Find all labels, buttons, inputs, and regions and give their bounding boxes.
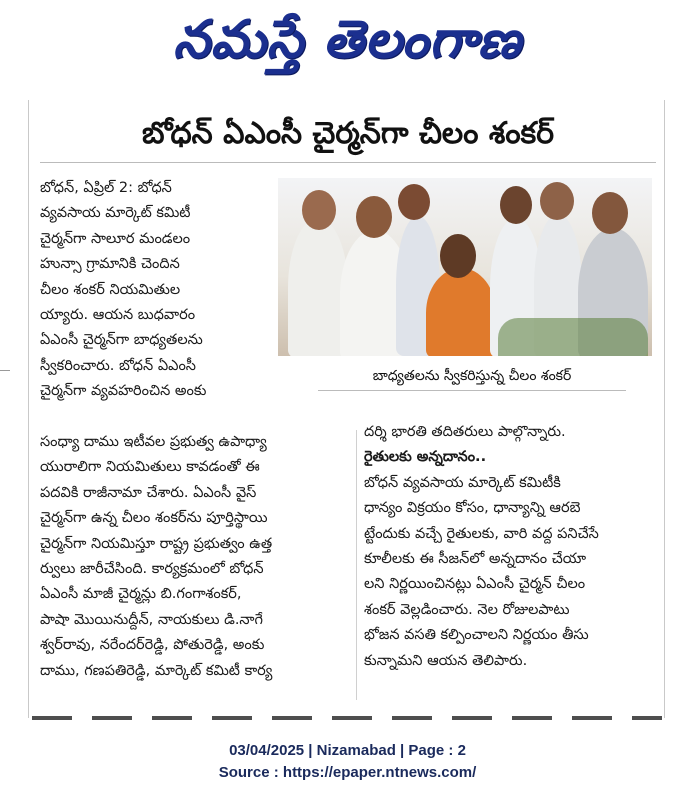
article-photo (278, 178, 652, 356)
adjacent-article-fragment-left (0, 100, 22, 720)
article-text-line: ధాన్యం విక్రయం కోసం, ధాన్యాన్ని ఆరబె (364, 500, 581, 517)
article-text-line: కూలీలకు ఈ సీజన్‌లో అన్నదానం చేయా (364, 550, 587, 567)
article-text-line: చైర్మన్‌గా వ్యవహరించిన అంకు (40, 383, 207, 400)
article-text-line: చైర్మన్‌గా సాలూర మండలం (40, 230, 191, 247)
column-divider (356, 430, 357, 700)
article-text-line: ట్టేందుకు వచ్చే రైతులకు, వారి వద్ద పనిచేసే (364, 525, 599, 542)
photo-seated-chairman (426, 268, 496, 356)
article-text-line: కున్నామని ఆయన తెలిపారు. (364, 652, 528, 669)
article-text-line: బోధన్ వ్యవసాయ మార్కెట్ కమిటీకి (364, 474, 561, 491)
article-text-line: చైర్మన్‌గా నియమిస్తూ రాష్ట్ర ప్రభుత్వం ఉత్త (40, 535, 273, 552)
article-text-line: శ్వర్‌రావు, నరేందర్‌రెడ్డి, పోతురెడ్డి, అంకు (40, 637, 265, 654)
article-headline: బోధన్ ఏఎంసీ చైర్మన్‌గా చీలం శంకర్ (141, 116, 555, 151)
photo-figure (288, 218, 348, 356)
article-column-left-bottom (40, 430, 348, 684)
article-text-line: చీలం శంకర్ నియమితుల (40, 281, 181, 298)
source-link[interactable]: Source : https://epaper.ntnews.com/ (218, 764, 477, 781)
article-text-line: బోధన్, ఏప్రిల్ 2: బోధన్ (40, 180, 172, 196)
article-text-line: దాము, గణపతిరెడ్డి, మార్కెట్ కమిటీ కార్య (40, 662, 273, 679)
edition-info: 03/04/2025 | Nizamabad | Page : 2 (229, 742, 466, 759)
article-text-line: వ్యవసాయ మార్కెట్ కమిటీ (40, 205, 191, 222)
next-article-clipped-heading (32, 716, 662, 720)
article-text-line: పాషా మొయినుద్దీన్, నాయకులు డి.నాగే (40, 611, 263, 628)
article-text-line: ర్వులు జారీచేసింది. కార్యక్రమంలో బోధన్ (40, 560, 264, 577)
article-text-line: ఏఎంసీ చైర్మన్‌గా బాధ్యతలను (40, 332, 203, 349)
newspaper-logo: నమస్తే తెలంగాణ (173, 9, 522, 70)
photo-flowers (498, 318, 648, 356)
article-text-line: చైర్మన్‌గా ఉన్న చీలం శంకర్‌ను పూర్తిస్థాయి (40, 510, 268, 527)
article-text-line: లని నిర్ణయించినట్లు ఏఎంసీ చైర్మన్ చీలం (364, 576, 586, 593)
masthead (0, 0, 695, 92)
article-text-line: శంకర్ వెల్లడించారు. నెల రోజులపాటు (364, 601, 570, 618)
article-text-line: దర్శి భారతి తదితరులు పాల్గొన్నారు. (364, 424, 566, 440)
article-column-left-top (40, 176, 272, 405)
page-frame-left (28, 100, 29, 718)
article-subheading: రైతులకు అన్నదానం.. (364, 449, 487, 466)
article-column-right (364, 420, 656, 674)
article-text-line: యురాలిగా నియమితులు కావడంతో ఈ (40, 459, 260, 476)
article-text-line: సంధ్యా దాము ఇటీవల ప్రభుత్వ ఉపాధ్యా (40, 434, 267, 450)
page-frame-right (664, 100, 665, 718)
article-text-line: య్యారు. ఆయన బుధవారం (40, 306, 196, 323)
headline-divider (40, 162, 656, 163)
article-text-line: స్వీకరించారు. బోధన్ ఏఎంసీ (40, 357, 196, 374)
article-text-line: భోజన వసతి కల్పించాలని నిర్ణయం తీసు (364, 627, 589, 644)
photo-caption: బాధ్యతలను స్వీకరిస్తున్న చీలం శంకర్ (318, 362, 626, 391)
article-text-line: పదవికి రాజీనామా చేశారు. ఏఎంసీ వైస్ (40, 484, 257, 501)
article-text-line: ఏఎంసీ మాజీ చైర్మన్లు బి.గంగాశంకర్, (40, 586, 242, 603)
adjacent-article-fragment-right (676, 100, 695, 720)
article-text-line: హున్సా గ్రామానికి చెందిన (40, 256, 180, 273)
